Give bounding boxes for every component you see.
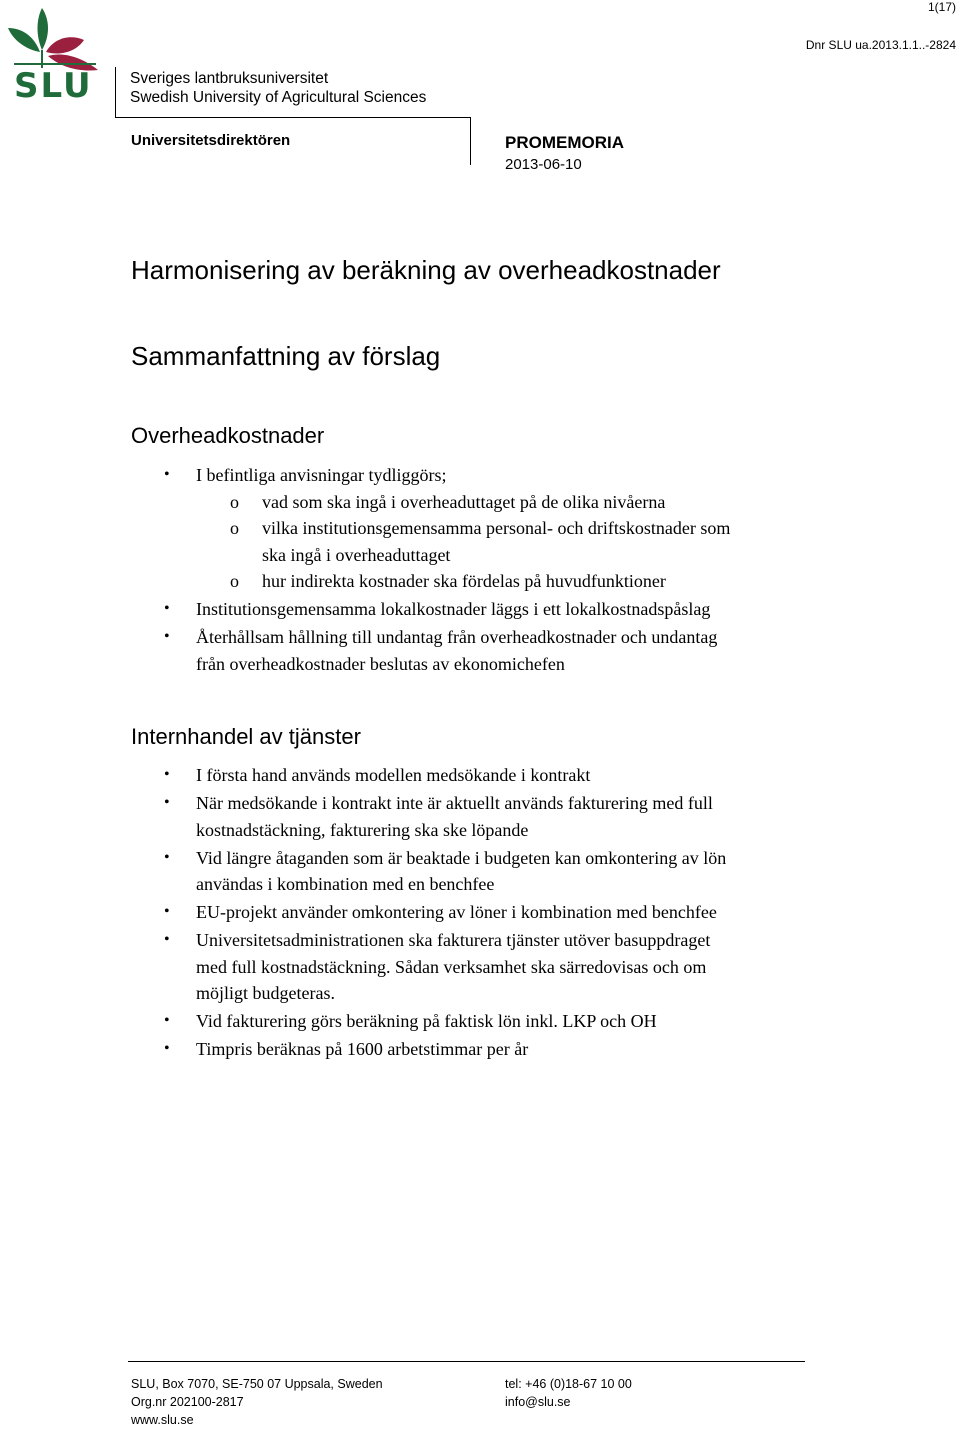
section-heading-overheadkostnader: Overheadkostnader bbox=[131, 423, 325, 448]
university-name-english: Swedish University of Agricultural Sciences bbox=[130, 89, 427, 106]
list-item-text: Vid längre åtaganden som är beaktade i budgeten kan omkontering av lön bbox=[196, 847, 727, 868]
list-item bbox=[0, 462, 796, 489]
bullet-icon: • bbox=[164, 903, 170, 920]
bullet-icon: • bbox=[164, 628, 170, 645]
bullet-icon: • bbox=[164, 766, 170, 783]
slu-logo bbox=[6, 6, 102, 106]
department: Universitetsdirektören bbox=[131, 132, 291, 149]
list-item bbox=[0, 927, 796, 1007]
list-item-text: från overheadkostnader beslutas av ekonomichefen bbox=[196, 653, 565, 674]
footer-address-block bbox=[131, 1375, 383, 1429]
section-heading-internhandel: Internhandel av tjänster bbox=[131, 724, 361, 749]
bullet-icon: • bbox=[164, 466, 170, 483]
bullet-icon: • bbox=[164, 848, 170, 866]
university-name-swedish: Sveriges lantbruksuniversitet bbox=[130, 70, 329, 87]
list-item-text: I första hand används modellen medsökande i kontrakt bbox=[196, 765, 591, 785]
document-title: Harmonisering av beräkning av overheadkostnader bbox=[131, 255, 721, 285]
document-date: 2013-06-10 bbox=[505, 156, 582, 173]
sub-bullet-icon: o bbox=[230, 491, 239, 512]
header-divider-horizontal bbox=[115, 117, 471, 118]
list-item bbox=[0, 596, 796, 623]
list-item bbox=[0, 624, 796, 677]
footer-telephone: tel: +46 (0)18-67 10 00 bbox=[505, 1377, 632, 1391]
university-name bbox=[130, 69, 426, 107]
list-item-text: vilka institutionsgemensamma personal- och driftskostnader som bbox=[262, 518, 731, 538]
bullet-icon: • bbox=[164, 931, 170, 948]
list-item-text: EU-projekt använder omkontering av löner i kombination med benchfee bbox=[196, 902, 717, 922]
list-item-text: hur indirekta kostnader ska fördelas på huvudfunktioner bbox=[262, 571, 666, 591]
list-item-text: kostnadstäckning, fakturering ska ske löpande bbox=[196, 819, 529, 840]
list-item-text: vad som ska ingå i overheaduttaget på de olika nivåerna bbox=[262, 491, 666, 512]
header-divider-middle bbox=[470, 117, 471, 165]
list-item-text: ska ingå i overheaduttaget bbox=[262, 544, 451, 565]
header-divider-left bbox=[115, 67, 116, 118]
list-item bbox=[0, 762, 796, 789]
sub-bullet-icon: o bbox=[230, 571, 239, 591]
footer-address: SLU, Box 7070, SE-750 07 Uppsala, Sweden bbox=[131, 1377, 383, 1391]
summary-heading: Sammanfattning av förslag bbox=[131, 341, 441, 371]
list-item-text: När medsökande i kontrakt inte är aktuellt används fakturering med full bbox=[196, 793, 713, 813]
list-item-text: Universitetsadministrationen ska fakturera tjänster utöver basuppdraget bbox=[196, 930, 711, 950]
list-item bbox=[0, 515, 802, 568]
list-item-text: med full kostnadstäckning. Sådan verksamhet ska särredovisas och om bbox=[196, 956, 707, 977]
list-item-text: Återhållsam hållning till undantag från overheadkostnader och undantag bbox=[196, 627, 718, 647]
page-number: 1(17) bbox=[927, 0, 956, 14]
list-item-text: Institutionsgemensamma lokalkostnader läggs i ett lokalkostnadspåslag bbox=[196, 599, 711, 619]
bullet-icon: • bbox=[164, 1012, 170, 1029]
list-item-text: Vid fakturering görs beräkning på faktisk lön inkl. LKP och OH bbox=[196, 1011, 657, 1031]
document-reference-number: Dnr SLU ua.2013.1.1..-2824 bbox=[805, 38, 956, 52]
footer-website-link[interactable]: www.slu.se bbox=[131, 1413, 194, 1427]
bullet-icon: • bbox=[164, 1040, 170, 1057]
bullet-icon: • bbox=[164, 794, 170, 811]
list-item-text: användas i kombination med en benchfee bbox=[196, 874, 495, 894]
footer-email-link[interactable]: info@slu.se bbox=[505, 1395, 571, 1409]
list-item bbox=[0, 845, 796, 898]
list-item-text: I befintliga anvisningar tydliggörs; bbox=[196, 465, 447, 485]
sub-bullet-icon: o bbox=[230, 518, 239, 538]
list-item-text: möjligt budgeteras. bbox=[196, 983, 335, 1003]
list-item bbox=[0, 1008, 796, 1035]
footer-org-number: Org.nr 202100-2817 bbox=[131, 1395, 244, 1409]
list-item bbox=[0, 568, 802, 595]
internhandel-bullet-list bbox=[0, 762, 960, 1063]
bullet-icon: • bbox=[164, 600, 170, 617]
list-item bbox=[0, 790, 796, 843]
footer-contact-block bbox=[505, 1375, 632, 1411]
logo-wordmark: SLU bbox=[14, 66, 93, 106]
list-item-text: Timpris beräknas på 1600 arbetstimmar per år bbox=[196, 1039, 529, 1059]
list-item bbox=[0, 489, 802, 516]
footer-divider bbox=[128, 1361, 805, 1362]
list-item bbox=[0, 1036, 796, 1063]
overhead-bullet-list bbox=[0, 462, 960, 677]
list-item bbox=[0, 899, 796, 926]
document-type: PROMEMORIA bbox=[505, 133, 624, 152]
